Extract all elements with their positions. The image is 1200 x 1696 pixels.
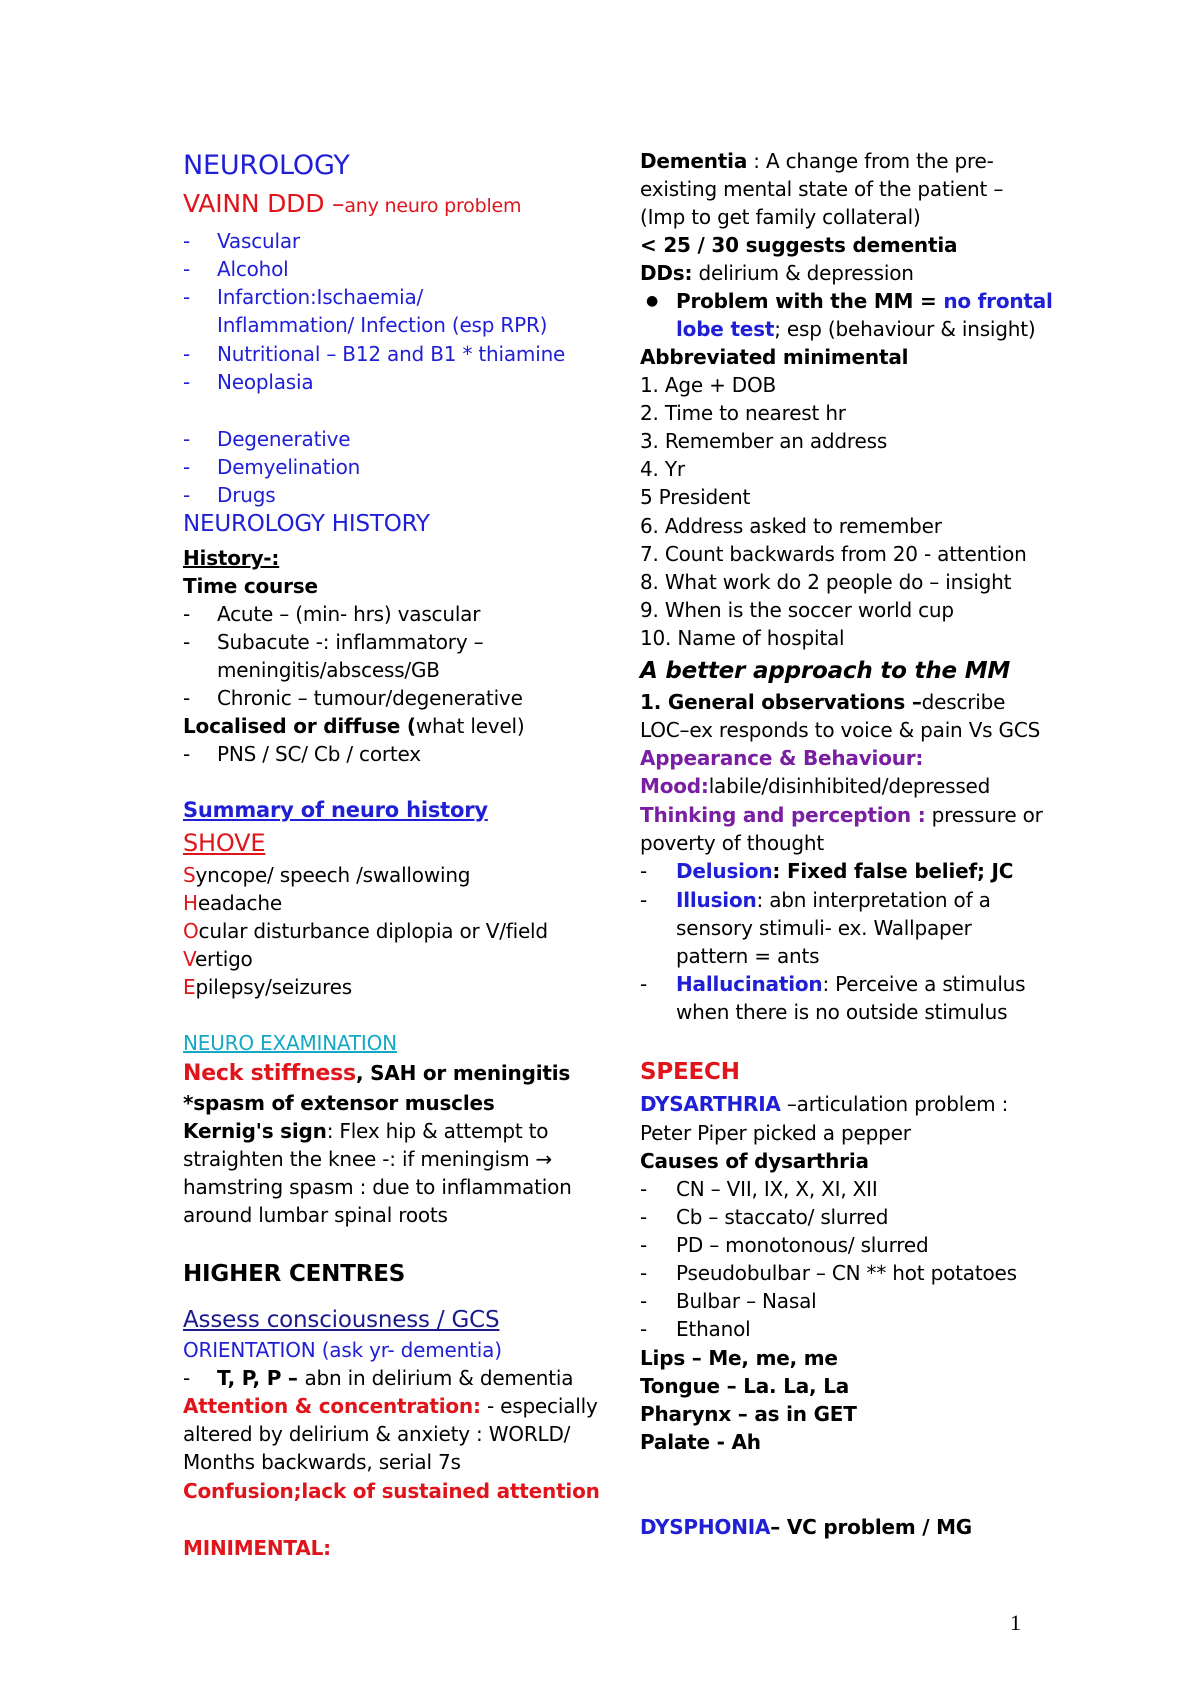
- minimental-heading: MINIMENTAL:: [183, 1536, 331, 1560]
- shove-heading: SHOVE: [183, 829, 266, 857]
- appearance-label: Appearance & Behaviour:: [640, 746, 924, 770]
- text-line: around lumbar spinal roots: [183, 1203, 448, 1227]
- attention-line: Attention & concentration: - especially: [183, 1394, 598, 1418]
- numbered-item: 4. Yr: [640, 457, 685, 481]
- dds-line: DDs: delirium & depression: [640, 261, 914, 285]
- loc-line: LOC–ex responds to voice & pain Vs GCS: [640, 718, 1041, 742]
- history-heading: NEUROLOGY HISTORY: [183, 511, 430, 537]
- general-line: 1. General observations –describe: [640, 690, 1006, 714]
- speech-heading: SPEECH: [640, 1059, 740, 1085]
- shove-item: Syncope/ speech /swallowing: [183, 863, 471, 887]
- confusion-line: Confusion;lack of sustained attention: [183, 1479, 600, 1503]
- shove-item: Vertigo: [183, 947, 253, 971]
- list-item-cont: Inflammation/ Infection (esp RPR): [217, 313, 548, 337]
- shove-item: Headache: [183, 891, 282, 915]
- numbered-item: 2. Time to nearest hr: [640, 401, 846, 425]
- text-line: Months backwards, serial 7s: [183, 1450, 461, 1474]
- time-course-label: Time course: [183, 574, 318, 598]
- higher-centres-heading: HIGHER CENTRES: [183, 1261, 406, 1287]
- spasm-line: *spasm of extensor muscles: [183, 1091, 495, 1115]
- page-number: 1: [1010, 1610, 1021, 1635]
- list-item-cont: meningitis/abscess/GB: [217, 658, 440, 682]
- text-line: hamstring spasm : due to inflammation: [183, 1175, 572, 1199]
- suggests-line: < 25 / 30 suggests dementia: [640, 233, 958, 257]
- summary-heading: Summary of neuro history: [183, 798, 488, 822]
- numbered-item: 7. Count backwards from 20 - attention: [640, 542, 1027, 566]
- localised-line: Localised or diffuse (what level): [183, 714, 525, 738]
- numbered-item: 6. Address asked to remember: [640, 514, 942, 538]
- history-label: History-:: [183, 546, 280, 570]
- numbered-item: 10. Name of hospital: [640, 626, 845, 650]
- abbrev-heading: Abbreviated minimental: [640, 345, 909, 369]
- dysarthria-line: DYSARTHRIA –articulation problem :: [640, 1092, 1009, 1116]
- numbered-item: 3. Remember an address: [640, 429, 888, 453]
- bullet-item-cont: lobe test; esp (behaviour & insight): [676, 317, 1036, 341]
- orientation-line: ORIENTATION (ask yr- dementia): [183, 1338, 502, 1362]
- tongue-line: Tongue – La. La, La: [640, 1374, 850, 1398]
- numbered-item: 9. When is the soccer world cup: [640, 598, 954, 622]
- palate-line: Palate - Ah: [640, 1430, 761, 1454]
- shove-item: Ocular disturbance diplopia or V/field: [183, 919, 548, 943]
- dementia-line: Dementia : A change from the pre-: [640, 149, 994, 173]
- causes-heading: Causes of dysarthria: [640, 1149, 869, 1173]
- list-item-cont: sensory stimuli- ex. Wallpaper: [676, 916, 972, 940]
- lips-line: Lips – Me, me, me: [640, 1346, 838, 1370]
- list-item-cont: pattern = ants: [676, 944, 820, 968]
- text-line: (Imp to get family collateral): [640, 205, 921, 229]
- text-line: existing mental state of the patient –: [640, 177, 1004, 201]
- list-item-cont: when there is no outside stimulus: [676, 1000, 1008, 1024]
- numbered-item: 1. Age + DOB: [640, 373, 777, 397]
- text-line: altered by delirium & anxiety : WORLD/: [183, 1422, 571, 1446]
- dysphonia-line: DYSPHONIA– VC problem / MG: [640, 1515, 973, 1539]
- thinking-line: Thinking and perception : pressure or: [640, 803, 1043, 827]
- text-line: Peter Piper picked a pepper: [640, 1121, 911, 1145]
- page-title: NEUROLOGY: [183, 150, 350, 181]
- text-line: straighten the knee -: if meningism →: [183, 1147, 553, 1171]
- exam-heading: NEURO EXAMINATION: [183, 1031, 397, 1055]
- vainn-heading: VAINN DDD –any neuro problem: [183, 189, 522, 218]
- numbered-item: 5 President: [640, 485, 751, 509]
- kernig-line: Kernig's sign: Flex hip & attempt to: [183, 1119, 549, 1143]
- text-line: poverty of thought: [640, 831, 825, 855]
- assess-heading: Assess consciousness / GCS: [183, 1307, 500, 1333]
- better-approach-heading: A better approach to the MM: [640, 658, 1011, 684]
- shove-item: Epilepsy/seizures: [183, 975, 353, 999]
- pharynx-line: Pharynx – as in GET: [640, 1402, 857, 1426]
- neck-line: Neck stiffness, SAH or meningitis: [183, 1061, 571, 1086]
- mood-line: Mood:labile/disinhibited/depressed: [640, 774, 991, 798]
- numbered-item: 8. What work do 2 people do – insight: [640, 570, 1012, 594]
